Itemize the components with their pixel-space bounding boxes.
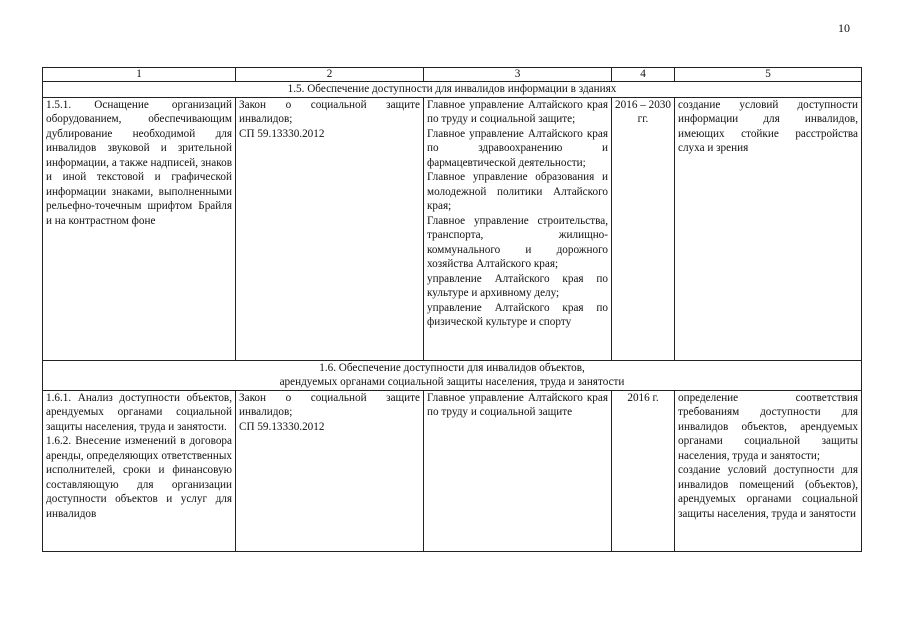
responsible-entry: Главное управление Алтайского края по здравоохранению и фармацевтической деятельности; — [427, 127, 608, 169]
column-header-4: 4 — [612, 68, 675, 82]
measure-cell: 1.5.1. Оснащение организаций оборудованием, обеспечивающим дублирование необходимой для инвалидов звуковой и зрительной информации, а также надписей, знаков и иной текстовой и графической информации знаками, выполненными рельефно-точечным шрифтом Брайля и на контрастном фоне — [43, 97, 236, 360]
measure-item: 1.6.1. Анализ доступности объектов, арендуемых органами социальной защиты населения, труда и занятости. — [46, 391, 232, 433]
table-header-row — [43, 68, 862, 82]
responsible-entry: Главное управление образования и молодежной политики Алтайского края; — [427, 171, 608, 212]
page-number: 10 — [838, 21, 850, 35]
section-heading-row — [43, 82, 862, 98]
responsible-entry: Главное управление Алтайского края по труду и социальной защите; — [427, 98, 608, 125]
measure-item: 1.6.2. Внесение изменений в договора аренды, определяющих ответственных исполнителей, сроки и финансовую составляющую для организации доступности объектов и услуг для инвалидов — [46, 435, 232, 520]
legal-basis-line: СП 59.13330.2012 — [239, 127, 325, 140]
legal-basis-cell — [236, 390, 424, 551]
term-cell: 2016 г. — [612, 390, 675, 551]
result-cell — [675, 390, 862, 551]
section-1-5-title: 1.5. Обеспечение доступности для инвалидов информации в зданиях — [43, 82, 862, 98]
column-header-1: 1 — [43, 68, 236, 82]
legal-basis-line: Закон о социальной защите инвалидов; — [239, 391, 420, 418]
measure-cell — [43, 390, 236, 551]
legal-basis-cell — [236, 97, 424, 360]
measures-table — [42, 67, 862, 552]
responsible-entry: управление Алтайского края по культуре и архивному делу; — [427, 272, 608, 299]
legal-basis-line: Закон о социальной защите инвалидов; — [239, 98, 420, 125]
responsible-cell: Главное управление Алтайского края по труду и социальной защите — [424, 390, 612, 551]
result-item: определение соответствия требованиям доступности для инвалидов объектов, арендуемых органами социальной защиты населения, труда и занятости; — [678, 391, 858, 462]
column-header-5: 5 — [675, 68, 862, 82]
term-cell: 2016 – 2030 гг. — [612, 97, 675, 360]
result-item: создание условий доступности для инвалидов помещений (объектов), арендуемых органами социальной защиты населения, труда и занятости — [678, 464, 858, 520]
result-cell: создание условий доступности информации для инвалидов, имеющих стойкие расстройства слуха и зрения — [675, 97, 862, 360]
responsible-entry: Главное управление строительства, транспорта, жилищно-коммунального и дорожного хозяйства Алтайского края; — [427, 214, 608, 270]
section-1-6-title — [43, 360, 862, 390]
column-header-2: 2 — [236, 68, 424, 82]
section-heading-row — [43, 360, 862, 390]
section-title-line: 1.6. Обеспечение доступности для инвалидов объектов, — [319, 361, 585, 374]
section-title-line: арендуемых органами социальной защиты населения, труда и занятости — [279, 376, 625, 388]
table-row — [43, 390, 862, 551]
legal-basis-line: СП 59.13330.2012 — [239, 420, 325, 433]
responsible-cell — [424, 97, 612, 360]
table-row — [43, 97, 862, 360]
responsible-entry: управление Алтайского края по физической культуре и спорту — [427, 301, 608, 328]
column-header-3: 3 — [424, 68, 612, 82]
